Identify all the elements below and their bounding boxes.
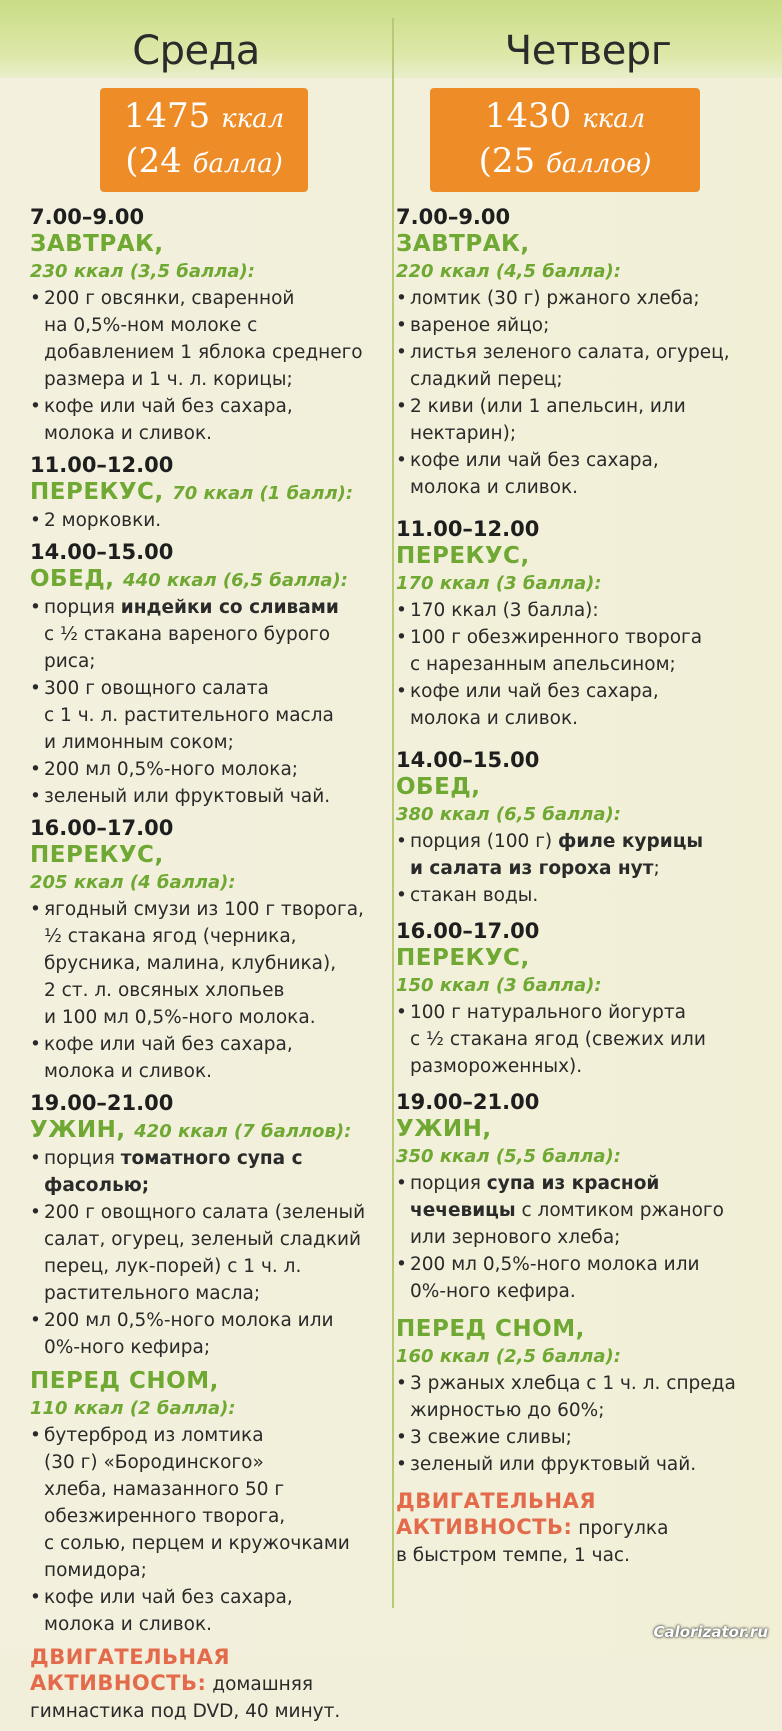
day-title: Среда bbox=[132, 28, 260, 74]
activity-text: гимнастика под DVD, 40 минут. bbox=[30, 1701, 341, 1722]
badge-kcal-unit: ккал bbox=[221, 104, 285, 134]
list-item: • кофе или чай без сахара, молока и сливок. bbox=[396, 678, 776, 732]
badge-points: (24 bbox=[125, 141, 182, 181]
meal-time: 11.00–12.00 bbox=[30, 453, 174, 477]
meal-kcal: 440 ккал (6,5 балла): bbox=[123, 570, 348, 591]
meal-title: ЗАВТРАК, bbox=[30, 231, 164, 257]
meal-title: ОБЕД, bbox=[396, 774, 481, 800]
list-item: • 200 г овощного салата (зеленый салат, огурец, зеленый сладкий перец, лук-порей) с 1 ч. л. растительного масла; bbox=[30, 1199, 380, 1307]
meal-kcal: 205 ккал (4 балла): bbox=[30, 872, 236, 893]
list-item: • порция индейки со сливами с ½ стакана вареного бурого риса; bbox=[30, 594, 380, 675]
meal-title: ЗАВТРАК, bbox=[396, 231, 530, 257]
meal-title: УЖИН, 420 ккал (7 баллов): bbox=[30, 1117, 352, 1143]
list-item: • зеленый или фруктовый чай. bbox=[30, 783, 380, 810]
list-item: • ломтик (30 г) ржаного хлеба; bbox=[396, 285, 776, 312]
list-item: • кофе или чай без сахара, молока и сливок. bbox=[30, 1031, 380, 1085]
meal-time: 7.00–9.00 bbox=[396, 205, 511, 229]
activity-title: ДВИГАТЕЛЬНАЯ bbox=[30, 1645, 231, 1669]
meal-kcal: 420 ккал (7 баллов): bbox=[134, 1121, 352, 1142]
badge-points-unit: балла) bbox=[192, 149, 283, 179]
menu-content bbox=[30, 205, 380, 1731]
meal-kcal: 230 ккал (3,5 балла): bbox=[30, 261, 255, 282]
snack2-block bbox=[30, 816, 380, 1085]
list-item: • кофе или чай без сахара, молока и сливок. bbox=[30, 1584, 380, 1638]
meal-kcal: 220 ккал (4,5 балла): bbox=[396, 261, 621, 282]
list-item: • 200 мл 0,5%-ного молока; bbox=[30, 756, 380, 783]
meal-title: ПЕРЕКУС, 70 ккал (1 балл): bbox=[30, 479, 354, 505]
snack1-block bbox=[396, 517, 776, 732]
meal-kcal: 160 ккал (2,5 балла): bbox=[396, 1346, 621, 1367]
day-title: Четверг bbox=[504, 28, 672, 74]
list-item: • зеленый или фруктовый чай. bbox=[396, 1451, 776, 1478]
bedtime-block bbox=[30, 1367, 380, 1638]
list-item: • 170 ккал (3 балла): bbox=[396, 597, 776, 624]
column-divider bbox=[392, 18, 394, 1608]
list-item: • 2 киви (или 1 апельсин, или нектарин); bbox=[396, 393, 776, 447]
activity-text: домашняя bbox=[206, 1674, 313, 1695]
list-item: • вареное яйцо; bbox=[396, 312, 776, 339]
breakfast-block bbox=[30, 205, 380, 447]
dinner-block bbox=[30, 1091, 380, 1361]
meal-time: 14.00–15.00 bbox=[396, 748, 540, 772]
list-item: • стакан воды. bbox=[396, 882, 776, 909]
lunch-block bbox=[30, 540, 380, 810]
snack1-block bbox=[30, 453, 380, 534]
meal-time: 16.00–17.00 bbox=[396, 919, 540, 943]
badge-kcal-unit: ккал bbox=[582, 104, 646, 134]
list-item: • листья зеленого салата, огурец, сладкий перец; bbox=[396, 339, 776, 393]
meal-title: ПЕРЕД СНОМ, bbox=[30, 1368, 219, 1394]
meal-time: 11.00–12.00 bbox=[396, 517, 540, 541]
meal-time: 14.00–15.00 bbox=[30, 540, 174, 564]
list-item: • 200 г овсянки, сваренной на 0,5%-ном молоке с добавлением 1 яблока среднего размера и 1 ч. л. корицы; bbox=[30, 285, 380, 393]
breakfast-block bbox=[396, 205, 776, 501]
meal-kcal: 110 ккал (2 балла): bbox=[30, 1398, 236, 1419]
list-item: • порция супа из красной чечевицы с ломтиком ржаного или зернового хлеба; bbox=[396, 1170, 776, 1251]
list-item: • 3 свежие сливы; bbox=[396, 1424, 776, 1451]
menu-content bbox=[396, 205, 776, 1575]
meal-title: ОБЕД, 440 ккал (6,5 балла): bbox=[30, 566, 348, 592]
activity-block bbox=[396, 1488, 776, 1569]
meal-title: УЖИН, bbox=[396, 1116, 492, 1142]
meal-title: ПЕРЕД СНОМ, bbox=[396, 1316, 585, 1342]
meal-title: ПЕРЕКУС, bbox=[396, 945, 530, 971]
list-item: • бутерброд из ломтика (30 г) «Бородинского» хлеба, намазанного 50 г обезжиренного творога, с солью, перцем и кружочками помидора; bbox=[30, 1422, 380, 1584]
activity-title: ДВИГАТЕЛЬНАЯ bbox=[396, 1489, 597, 1513]
activity-block bbox=[30, 1644, 380, 1725]
snack2-block bbox=[396, 919, 776, 1080]
badge-kcal: 1475 bbox=[123, 96, 211, 136]
list-item: • порция томатного супа с фасолью; bbox=[30, 1145, 380, 1199]
list-item: • кофе или чай без сахара, молока и сливок. bbox=[396, 447, 776, 501]
activity-label: АКТИВНОСТЬ: bbox=[30, 1671, 207, 1695]
list-item: • 200 мл 0,5%-ного молока или 0%-ного кефира. bbox=[396, 1251, 776, 1305]
badge-points-unit: баллов) bbox=[545, 149, 652, 179]
activity-text: прогулка bbox=[572, 1518, 669, 1539]
lunch-block bbox=[396, 748, 776, 909]
meal-time: 7.00–9.00 bbox=[30, 205, 145, 229]
list-item: • 200 мл 0,5%-ного молока или 0%-ного кефира; bbox=[30, 1307, 380, 1361]
calorie-badge bbox=[430, 88, 700, 192]
list-item: • ягодный смузи из 100 г творога, ½ стакана ягод (черника, брусника, малина, клубника), 2 ст. л. овсяных хлопьев и 100 мл 0,5%-ного молока. bbox=[30, 896, 380, 1031]
meal-title: ПЕРЕКУС, bbox=[396, 543, 530, 569]
meal-kcal: 150 ккал (3 балла): bbox=[396, 975, 602, 996]
activity-label: АКТИВНОСТЬ: bbox=[396, 1515, 573, 1539]
badge-kcal: 1430 bbox=[484, 96, 572, 136]
meal-kcal: 170 ккал (3 балла): bbox=[396, 573, 602, 594]
meal-time: 19.00–21.00 bbox=[30, 1091, 174, 1115]
meal-title: ПЕРЕКУС, bbox=[30, 842, 164, 868]
bedtime-block bbox=[396, 1315, 776, 1478]
dinner-block bbox=[396, 1090, 776, 1305]
activity-text: в быстром темпе, 1 час. bbox=[396, 1545, 630, 1566]
meal-time: 19.00–21.00 bbox=[396, 1090, 540, 1114]
meal-time: 16.00–17.00 bbox=[30, 816, 174, 840]
list-item: • 3 ржаных хлебца с 1 ч. л. спреда жирностью до 60%; bbox=[396, 1370, 776, 1424]
list-item: • 300 г овощного салата с 1 ч. л. растительного масла и лимонным соком; bbox=[30, 675, 380, 756]
list-item: • кофе или чай без сахара, молока и сливок. bbox=[30, 393, 380, 447]
meal-kcal: 350 ккал (5,5 балла): bbox=[396, 1146, 621, 1167]
meal-kcal: 380 ккал (6,5 балла): bbox=[396, 804, 621, 825]
meal-kcal: 70 ккал (1 балл): bbox=[172, 483, 354, 504]
list-item: • 100 г обезжиренного творога с нарезанным апельсином; bbox=[396, 624, 776, 678]
badge-points: (25 bbox=[478, 141, 536, 181]
list-item: • порция (100 г) филе курицы и салата из гороха нут; bbox=[396, 828, 776, 882]
list-item: • 100 г натурального йогурта с ½ стакана ягод (свежих или размороженных). bbox=[396, 999, 776, 1080]
watermark-logo: Calorizator.ru bbox=[653, 1623, 768, 1641]
list-item: • 2 морковки. bbox=[30, 507, 380, 534]
calorie-badge bbox=[100, 88, 308, 192]
